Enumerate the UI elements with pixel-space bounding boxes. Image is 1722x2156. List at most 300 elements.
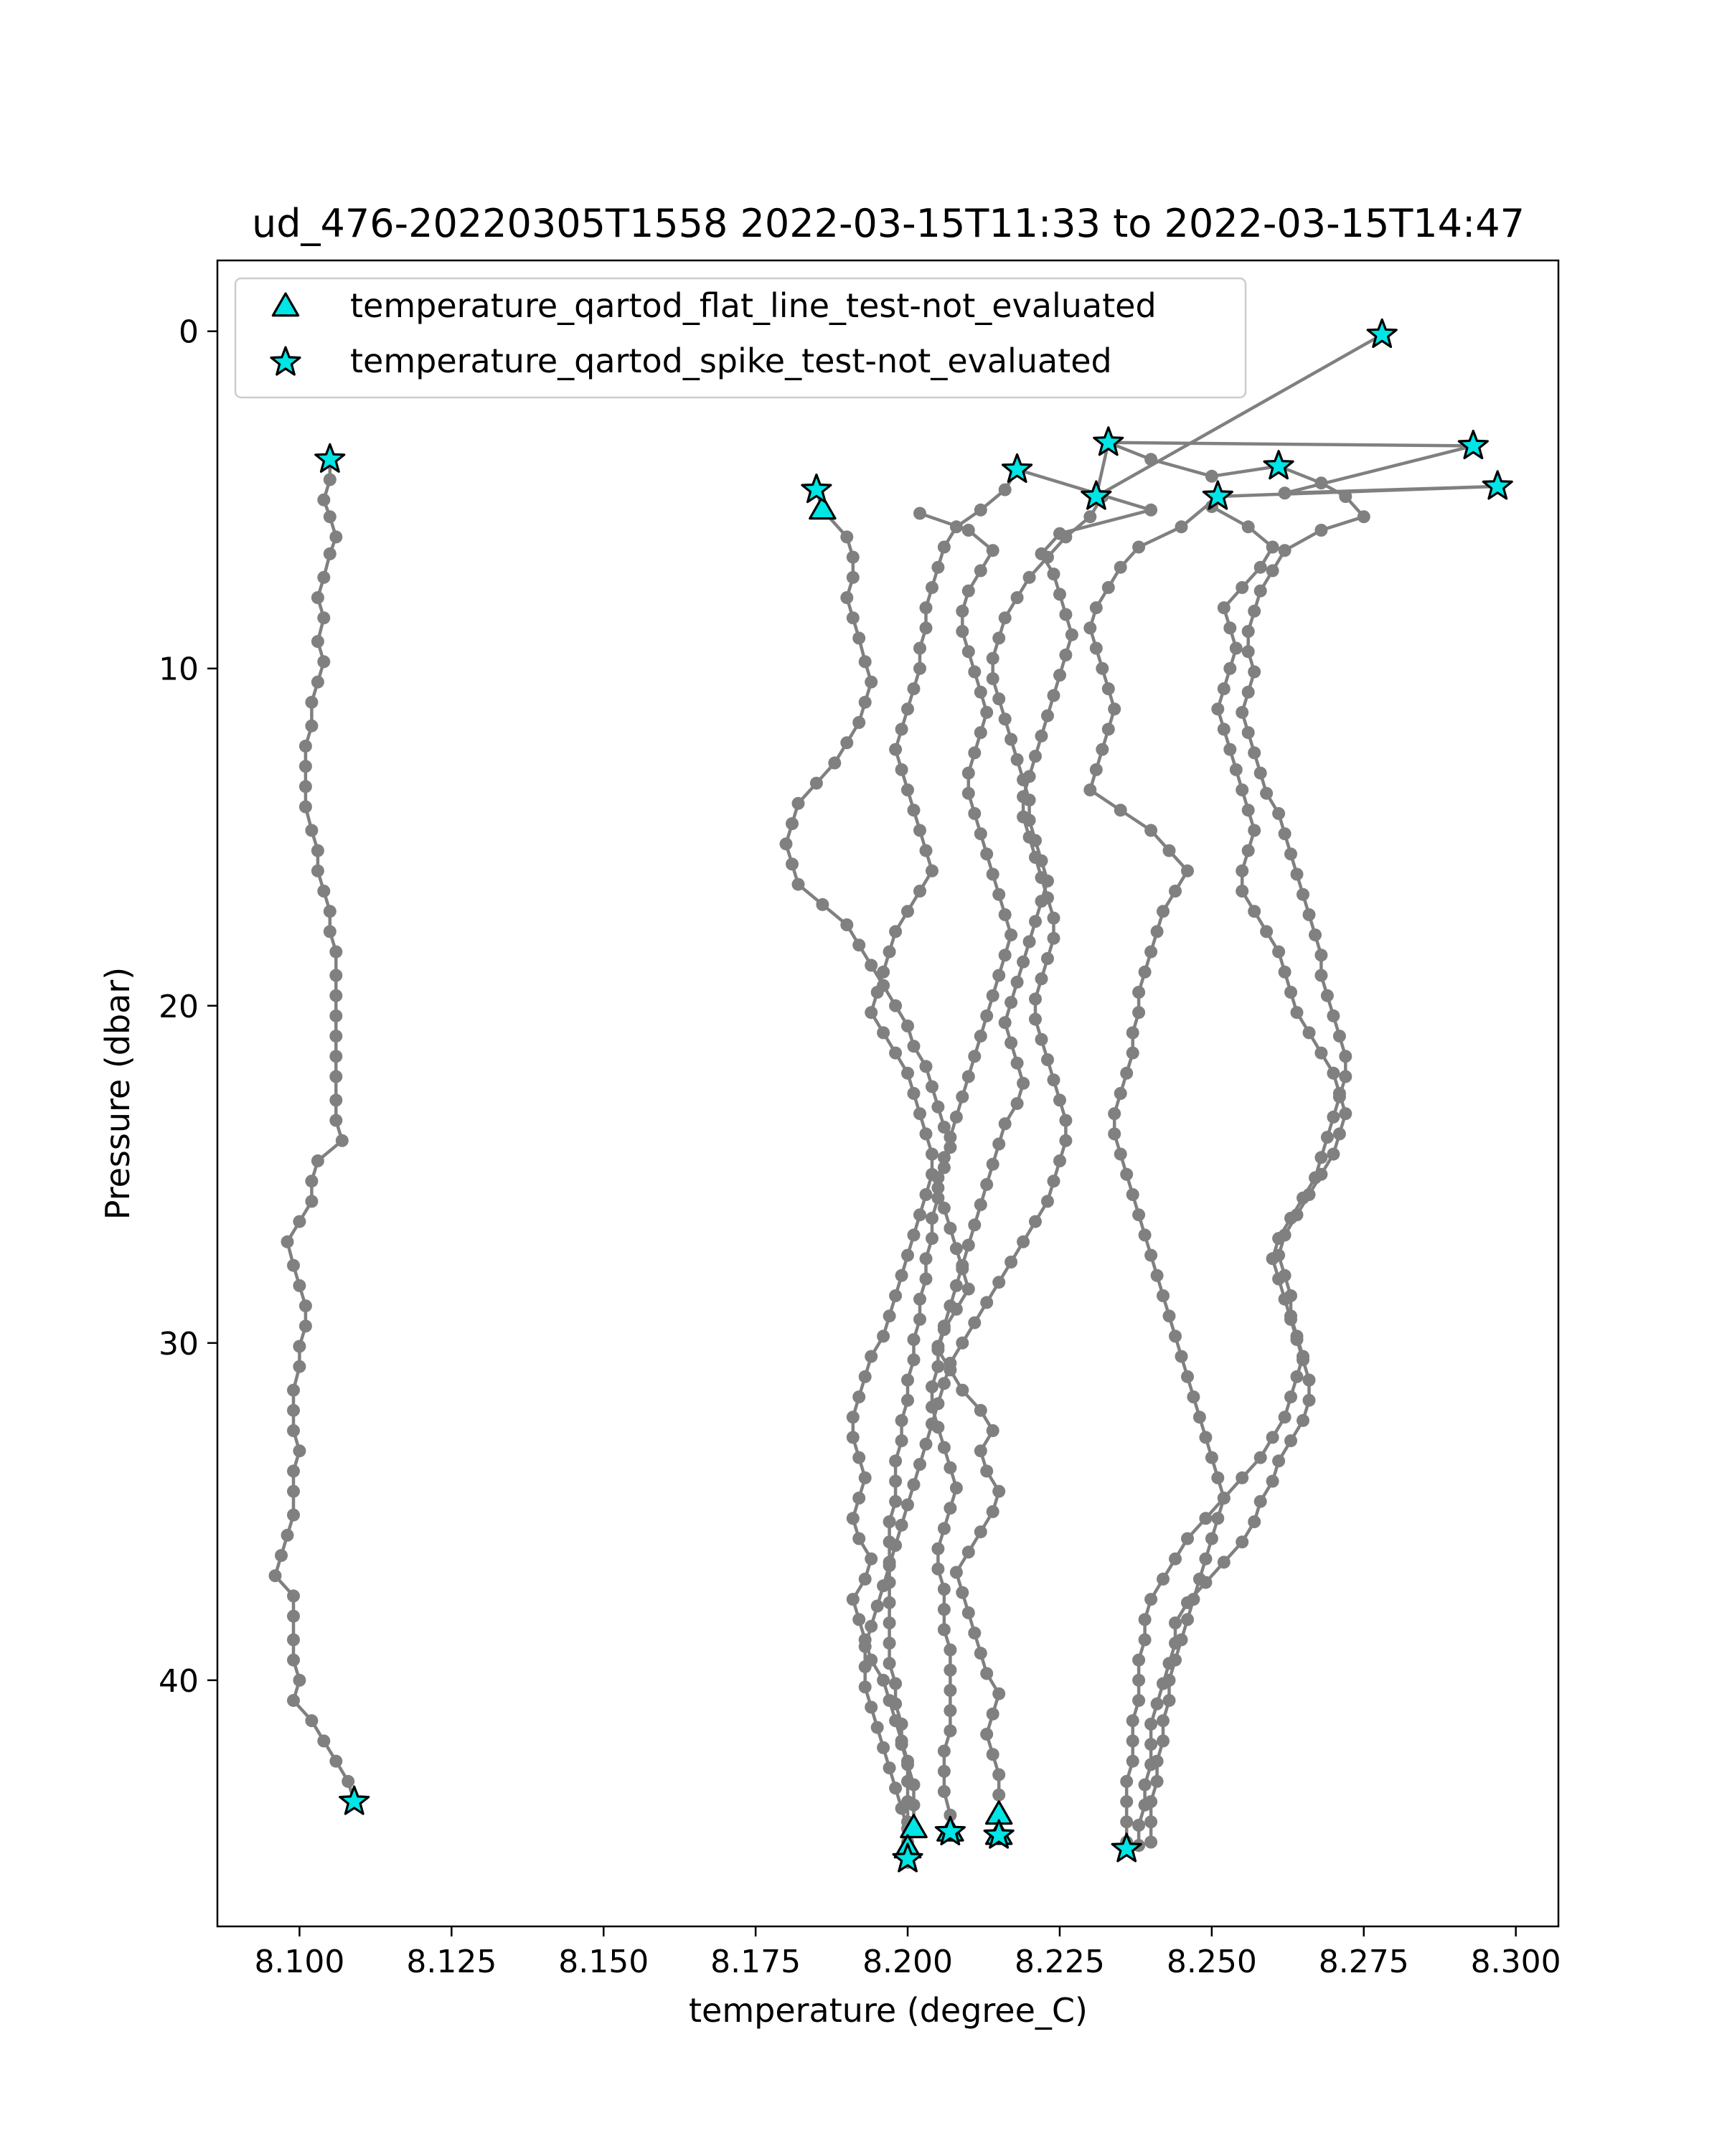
- profile-point: [1151, 1698, 1164, 1710]
- profile-point: [913, 1458, 926, 1471]
- profile-point: [305, 720, 318, 733]
- profile-line-6: [865, 469, 1151, 1859]
- profile-point: [859, 1573, 872, 1586]
- profile-point: [980, 706, 993, 719]
- profile-point: [1053, 1093, 1066, 1106]
- profile-point: [1303, 1026, 1316, 1039]
- profile-point: [1242, 625, 1255, 638]
- profile-point: [1151, 1755, 1164, 1768]
- profile-point: [1211, 1472, 1224, 1484]
- profile-point: [944, 1644, 956, 1657]
- profile-point: [1279, 966, 1292, 979]
- profile-point: [1339, 1107, 1352, 1120]
- profile-point: [1236, 1472, 1248, 1484]
- profile-point: [889, 1698, 902, 1710]
- profile-point: [1297, 888, 1309, 901]
- profile-point: [840, 530, 853, 543]
- profile-point: [852, 631, 865, 644]
- profile-point: [1132, 1654, 1145, 1667]
- profile-point: [1169, 1616, 1182, 1629]
- profile-point: [987, 1424, 999, 1437]
- profile-point: [1279, 1228, 1292, 1241]
- profile-point: [956, 1586, 969, 1599]
- profile-point: [950, 1279, 963, 1292]
- profile-point: [1048, 689, 1060, 702]
- profile-point: [1327, 1111, 1340, 1124]
- profile-point: [1120, 1815, 1133, 1828]
- profile-point: [1017, 1235, 1030, 1248]
- profile-point: [950, 1242, 963, 1255]
- profile-point: [1339, 1050, 1352, 1063]
- profile-point: [1023, 770, 1036, 783]
- profile-point: [299, 740, 312, 753]
- profile-point: [1017, 790, 1030, 803]
- profile-point: [865, 1701, 878, 1714]
- profile-point: [980, 1464, 993, 1477]
- profile-point: [293, 1340, 306, 1353]
- spike-flag-marker: [1264, 451, 1293, 479]
- profile-point: [895, 763, 908, 776]
- profile-point: [1144, 1738, 1157, 1751]
- profile-point: [1284, 986, 1297, 999]
- profile-point: [859, 1640, 872, 1653]
- profile-point: [1236, 865, 1248, 877]
- profile-point: [1254, 1495, 1267, 1508]
- profile-point: [992, 969, 1005, 982]
- profile-point: [329, 969, 342, 982]
- profile-point: [293, 1215, 306, 1228]
- profile-point: [987, 868, 999, 881]
- x-tick-label: 8.250: [1166, 1944, 1257, 1980]
- profile-point: [1248, 905, 1261, 918]
- profile-point: [1218, 722, 1231, 735]
- profile-point: [1248, 746, 1261, 759]
- profile-point: [859, 1370, 872, 1383]
- profile-point: [1023, 936, 1036, 948]
- profile-point: [987, 652, 999, 665]
- profile-point: [1248, 1515, 1261, 1528]
- profile-point: [1236, 783, 1248, 796]
- profile-point: [1169, 1329, 1182, 1342]
- profile-point: [1144, 1836, 1157, 1849]
- profile-point: [1132, 1674, 1145, 1687]
- profile-point: [287, 1259, 300, 1272]
- profile-point: [931, 1340, 944, 1353]
- profile-point: [1029, 851, 1042, 864]
- profile-point: [944, 1684, 956, 1697]
- profile-point: [883, 1515, 896, 1528]
- profile-point: [287, 1485, 300, 1498]
- profile-point: [311, 591, 324, 604]
- profile-point: [871, 1600, 884, 1613]
- profile-point: [1199, 1553, 1212, 1566]
- profile-point: [1029, 1013, 1042, 1026]
- profile-point: [999, 908, 1012, 921]
- profile-point: [324, 510, 337, 523]
- profile-point: [324, 925, 337, 938]
- profile-point: [889, 925, 902, 938]
- profile-point: [299, 780, 312, 793]
- profile-point: [329, 1093, 342, 1106]
- profile-point: [311, 1154, 324, 1167]
- profile-point: [311, 676, 324, 689]
- profile-point: [1048, 912, 1060, 925]
- y-tick-label: 0: [179, 314, 199, 351]
- profile-point: [1083, 783, 1096, 796]
- profile-point: [1254, 767, 1267, 780]
- profile-point: [968, 1050, 981, 1063]
- profile-point: [920, 1273, 933, 1286]
- profile-point: [889, 1495, 902, 1508]
- profile-point: [1041, 1195, 1054, 1208]
- profile-point: [1242, 844, 1255, 857]
- profile-point: [944, 1502, 956, 1515]
- profile-point: [968, 1317, 981, 1329]
- profile-point: [1314, 948, 1327, 961]
- profile-point: [1144, 946, 1157, 959]
- profile-point: [1059, 608, 1072, 621]
- profile-point: [1114, 1148, 1127, 1161]
- profile-point: [1151, 925, 1164, 938]
- profile-point: [329, 1070, 342, 1083]
- profile-point: [1126, 1735, 1139, 1748]
- y-tick-label: 40: [159, 1662, 199, 1700]
- profile-point: [920, 1127, 933, 1140]
- profile-point: [816, 898, 829, 911]
- profile-point: [317, 571, 330, 584]
- profile-point: [883, 1657, 896, 1670]
- profile-point: [1048, 1073, 1060, 1086]
- profile-point: [299, 1299, 312, 1312]
- profile-point: [852, 938, 865, 951]
- profile-point: [287, 1464, 300, 1477]
- profile-point: [1181, 1533, 1194, 1545]
- profile-point: [913, 1208, 926, 1221]
- profile-point: [1102, 722, 1115, 735]
- profile-point: [926, 865, 938, 877]
- profile-point: [1139, 1613, 1152, 1626]
- profile-point: [980, 847, 993, 860]
- profile-point: [913, 642, 926, 655]
- profile-point: [1236, 706, 1248, 719]
- profile-point: [859, 1660, 872, 1673]
- profile-point: [1102, 682, 1115, 695]
- profile-point: [1279, 1411, 1292, 1423]
- profile-point: [780, 837, 793, 850]
- profile-point: [1053, 588, 1066, 601]
- profile-point: [329, 1755, 342, 1768]
- profile-point: [962, 1545, 975, 1558]
- profile-point: [1053, 527, 1066, 540]
- profile-point: [1236, 1535, 1248, 1548]
- y-tick-label: 20: [159, 988, 199, 1025]
- profile-point: [895, 1434, 908, 1447]
- profile-point: [865, 1553, 878, 1566]
- spike-flag-marker: [1112, 1834, 1141, 1861]
- profile-point: [987, 1158, 999, 1171]
- legend-label-flat-line: temperature_qartod_flat_line_test-not_evaluated: [350, 286, 1157, 325]
- profile-point: [908, 1087, 921, 1100]
- x-axis-label: temperature (degree_C): [689, 1991, 1088, 2030]
- profile-point: [1175, 520, 1188, 533]
- profile-point: [859, 696, 872, 709]
- profile-point: [999, 1117, 1012, 1130]
- profile-point: [895, 1519, 908, 1532]
- profile-point: [931, 1397, 944, 1410]
- profile-point: [1218, 1555, 1231, 1568]
- profile-line-0: [276, 459, 354, 1802]
- profile-point: [968, 746, 981, 759]
- profile-point: [1132, 1819, 1145, 1832]
- profile-point: [950, 1566, 963, 1579]
- profile-point: [913, 1107, 926, 1120]
- profile-point: [1193, 1411, 1206, 1423]
- profile-point: [1157, 1289, 1170, 1302]
- profile-point: [1303, 1394, 1316, 1407]
- profile-point: [1169, 1654, 1182, 1667]
- profile-point: [1218, 682, 1231, 695]
- profile-point: [895, 1718, 908, 1731]
- profile-point: [293, 1674, 306, 1687]
- profile-point: [920, 1252, 933, 1265]
- profile-point: [944, 1704, 956, 1717]
- profile-point: [1108, 702, 1121, 715]
- profile-point: [992, 1276, 1005, 1289]
- profile-point: [974, 1525, 987, 1538]
- profile-point: [1314, 524, 1327, 537]
- profile-point: [792, 878, 805, 891]
- profile-point: [305, 696, 318, 709]
- profile-point: [980, 1728, 993, 1741]
- profile-point: [1284, 1309, 1297, 1322]
- profile-point: [1120, 1168, 1133, 1181]
- profile-line-3: [932, 496, 1102, 1832]
- profile-point: [1151, 1269, 1164, 1282]
- profile-point: [889, 1475, 902, 1488]
- profile-point: [992, 1769, 1005, 1781]
- profile-point: [901, 1374, 914, 1387]
- profile-point: [317, 1735, 330, 1748]
- profile-point: [847, 1512, 860, 1525]
- profile-point: [293, 1444, 306, 1457]
- profile-point: [944, 1131, 956, 1144]
- profile-point: [1205, 470, 1218, 483]
- profile-point: [987, 1748, 999, 1761]
- profile-point: [968, 1218, 981, 1231]
- profile-point: [938, 1765, 951, 1778]
- profile-point: [1205, 1533, 1218, 1545]
- profile-point: [828, 756, 841, 769]
- profile-point: [1041, 710, 1054, 722]
- profile-point: [1083, 510, 1096, 523]
- profile-point: [1126, 1188, 1139, 1201]
- profile-point: [938, 1623, 951, 1636]
- profile-point: [1157, 905, 1170, 918]
- profile-point: [950, 1111, 963, 1124]
- profile-point: [865, 676, 878, 689]
- profile-point: [926, 1380, 938, 1393]
- spike-flag-marker: [340, 1787, 369, 1814]
- profile-point: [1132, 986, 1145, 999]
- chart-title: ud_476-20220305T1558 2022-03-15T11:33 to 2022-03-15T14:47: [252, 201, 1525, 246]
- profile-point: [305, 1714, 318, 1727]
- profile-point: [1163, 844, 1176, 857]
- profile-point: [913, 885, 926, 898]
- profile-point: [871, 1721, 884, 1734]
- profile-point: [1254, 561, 1267, 574]
- x-axis-ticks: [254, 1926, 1561, 1980]
- profile-point: [974, 1198, 987, 1211]
- profile-point: [1090, 642, 1103, 655]
- profile-point: [883, 1535, 896, 1548]
- profile-point: [968, 665, 981, 678]
- profile-point: [1132, 541, 1145, 554]
- profile-point: [956, 625, 969, 638]
- profile-point: [1126, 1755, 1139, 1768]
- profile-line-8: [1090, 496, 1224, 1842]
- profile-point: [859, 655, 872, 668]
- profile-point: [847, 551, 860, 564]
- profile-point: [1017, 811, 1030, 824]
- profile-point: [1321, 989, 1334, 1002]
- profile-point: [901, 905, 914, 918]
- profile-point: [1230, 763, 1243, 776]
- profile-point: [1126, 1047, 1139, 1060]
- profile-point: [920, 1438, 933, 1451]
- profile-point: [1120, 1775, 1133, 1788]
- profile-point: [962, 787, 975, 800]
- profile-point: [999, 1016, 1012, 1029]
- profile-point: [938, 1151, 951, 1164]
- profile-point: [1279, 827, 1292, 840]
- profile-point: [317, 611, 330, 624]
- profile-point: [895, 1738, 908, 1751]
- profile-point: [1029, 992, 1042, 1005]
- profile-point: [901, 702, 914, 715]
- profile-point: [1011, 976, 1024, 989]
- profile-point: [1163, 1694, 1176, 1707]
- profile-point: [920, 621, 933, 634]
- profile-point: [1048, 932, 1060, 945]
- profile-point: [1266, 1431, 1279, 1444]
- profile-point: [1314, 969, 1327, 982]
- profile-point: [1023, 831, 1036, 844]
- profile-point: [1284, 1289, 1297, 1302]
- profile-point: [931, 1172, 944, 1185]
- profile-point: [1017, 1077, 1030, 1090]
- y-tick-label: 30: [159, 1325, 199, 1362]
- profile-point: [1211, 1512, 1224, 1525]
- profile-point: [1181, 1370, 1194, 1383]
- profile-point: [287, 1694, 300, 1707]
- profile-point: [1242, 804, 1255, 816]
- profile-point: [962, 1239, 975, 1252]
- profile-point: [1035, 972, 1048, 985]
- profile-point: [926, 1232, 938, 1245]
- profile-point: [987, 672, 999, 685]
- profile-point: [1029, 1215, 1042, 1228]
- profile-point: [1132, 1694, 1145, 1707]
- profile-point: [329, 530, 342, 543]
- profile-point: [931, 561, 944, 574]
- profile-point: [1279, 1269, 1292, 1282]
- profile-point: [1120, 1067, 1133, 1080]
- profile-point: [1284, 847, 1297, 860]
- profile-point: [1260, 925, 1273, 938]
- profile-point: [908, 1799, 921, 1812]
- profile-point: [877, 966, 890, 979]
- profile-point: [840, 918, 853, 931]
- profile-point: [1272, 1249, 1285, 1262]
- profile-point: [926, 581, 938, 594]
- profile-point: [1151, 1775, 1164, 1788]
- profile-point: [1303, 908, 1316, 921]
- profile-point: [865, 1620, 878, 1633]
- x-tick-label: 8.300: [1470, 1944, 1561, 1980]
- profile-point: [1291, 1208, 1304, 1221]
- profile-point: [913, 507, 926, 520]
- profile-point: [938, 541, 951, 554]
- profile-point: [920, 1060, 933, 1073]
- profile-point: [1284, 1434, 1297, 1447]
- profile-point: [1035, 730, 1048, 743]
- x-tick-label: 8.200: [862, 1944, 954, 1980]
- profile-point: [974, 686, 987, 699]
- profile-point: [1114, 804, 1127, 816]
- profile-point: [287, 1509, 300, 1522]
- profile-point: [1144, 824, 1157, 837]
- profile-point: [1023, 571, 1036, 584]
- profile-point: [1059, 1114, 1072, 1127]
- profile-point: [938, 1603, 951, 1616]
- profile-point: [974, 1444, 987, 1457]
- profile-point: [1126, 1714, 1139, 1727]
- profile-point: [987, 1708, 999, 1720]
- profile-point: [1169, 1553, 1182, 1566]
- profile-point: [987, 544, 999, 557]
- profile-point: [305, 824, 318, 837]
- profile-point: [1011, 1097, 1024, 1110]
- profile-point: [962, 767, 975, 780]
- profile-point: [1029, 750, 1042, 763]
- profile-point: [1163, 1309, 1176, 1322]
- profile-point: [275, 1549, 288, 1562]
- profile-point: [1157, 1573, 1170, 1586]
- profile-point: [847, 1431, 860, 1444]
- profile-point: [901, 1067, 914, 1080]
- profile-point: [293, 1279, 306, 1292]
- profile-point: [1309, 928, 1322, 941]
- profile-point: [968, 1627, 981, 1639]
- profile-point: [968, 807, 981, 820]
- profile-point: [1157, 1735, 1170, 1748]
- profile-point: [944, 1461, 956, 1474]
- profile-point: [1041, 891, 1054, 904]
- profile-point: [938, 1377, 951, 1390]
- profile-point: [908, 1040, 921, 1053]
- profile-point: [865, 959, 878, 971]
- profile-point: [883, 1596, 896, 1609]
- x-tick-label: 8.275: [1318, 1944, 1409, 1980]
- profile-point: [944, 1664, 956, 1677]
- profile-point: [883, 1309, 896, 1322]
- profile-point: [883, 1616, 896, 1629]
- profile-point: [1004, 733, 1017, 746]
- profile-point: [908, 1228, 921, 1241]
- profile-point: [1193, 1573, 1206, 1586]
- profile-point: [1035, 871, 1048, 884]
- profile-point: [883, 1761, 896, 1774]
